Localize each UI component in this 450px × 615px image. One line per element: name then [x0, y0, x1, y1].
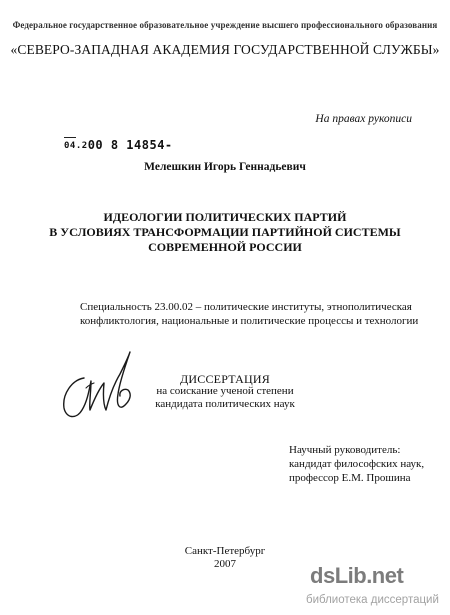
year: 2007: [214, 558, 236, 570]
manuscript-note: На правах рукописи: [315, 113, 412, 125]
title-line: СОВРЕМЕННОЙ РОССИИ: [148, 240, 302, 254]
supervisor-name: профессор Е.М. Прошина: [289, 472, 411, 484]
watermark: [300, 562, 450, 615]
watermark-logo-lib: Lib: [334, 563, 367, 588]
dissertation-label: ДИССЕРТАЦИЯ: [180, 372, 270, 386]
place-name: Санкт-Петербург: [184, 545, 266, 557]
specialty: [80, 300, 418, 328]
dissertation-title: [0, 210, 450, 255]
institution-full-name: Федеральное государственное образовательное учреждение высшего профессионального образования: [12, 20, 438, 30]
degree-info: [0, 385, 450, 411]
registration-prefix: 04.2: [64, 141, 88, 151]
watermark-logo-ds: ds: [310, 563, 335, 588]
specialty-line: Специальность 23.00.02 – политические институты, этнополитическая: [80, 301, 412, 313]
institution-short-name: «СЕВЕРО-ЗАПАДНАЯ АКАДЕМИЯ ГОСУДАРСТВЕННОЙ СЛУЖБЫ»: [10, 42, 440, 57]
supervisor-heading: Научный руководитель:: [289, 444, 401, 456]
supervisor-degree: кандидат философских наук,: [289, 458, 425, 470]
registration-number: [64, 138, 173, 152]
supervisor-block: [289, 443, 424, 485]
watermark-subtitle: библиотека диссертаций: [306, 594, 439, 606]
title-line: ИДЕОЛОГИИ ПОЛИТИЧЕСКИХ ПАРТИЙ: [103, 210, 347, 224]
author-name: Мелешкин Игорь Геннадьевич: [144, 161, 306, 173]
degree-line: кандидата политических наук: [155, 398, 295, 410]
title-line: В УСЛОВИЯХ ТРАНСФОРМАЦИИ ПАРТИЙНОЙ СИСТЕМЫ: [49, 225, 401, 239]
watermark-logo: [310, 563, 403, 589]
degree-line: на соискание ученой степени: [156, 385, 294, 397]
watermark-logo-tld: .net: [366, 563, 404, 588]
specialty-line: конфликтология, национальные и политические процессы и технологии: [80, 315, 419, 327]
registration-digits: 00 8 14854-: [87, 138, 173, 152]
